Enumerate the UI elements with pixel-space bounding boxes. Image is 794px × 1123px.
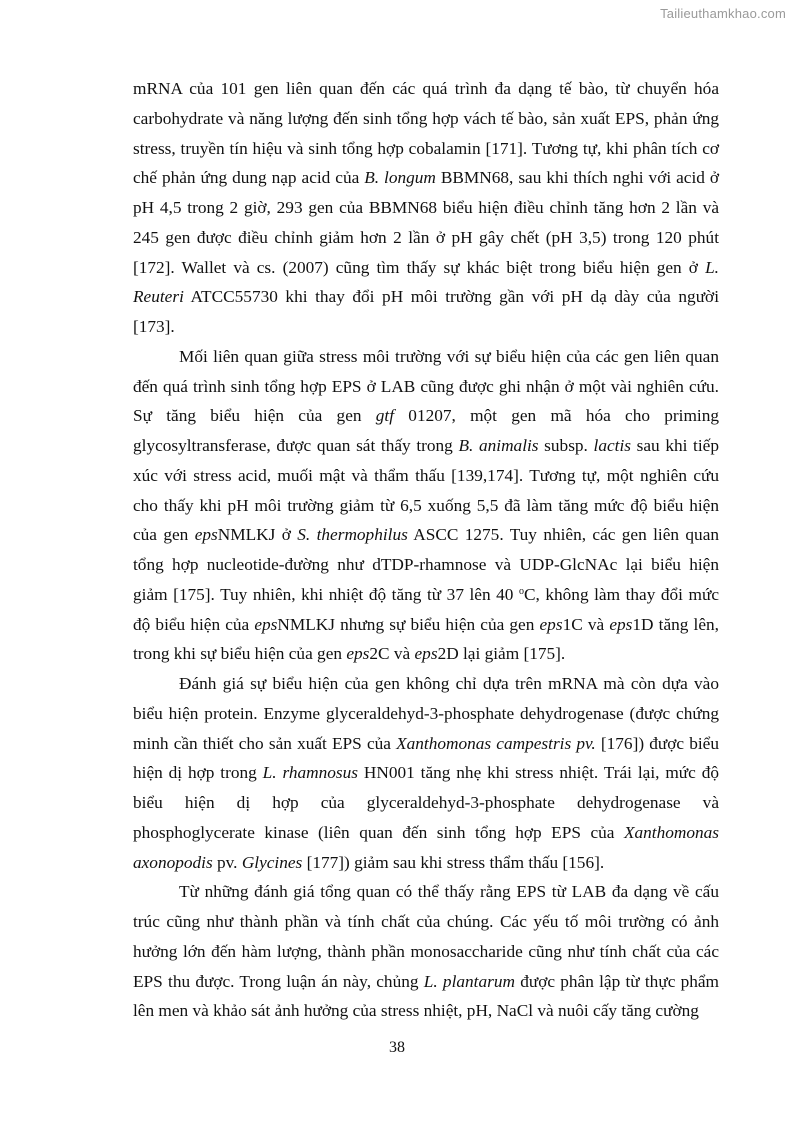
text-run: C, không làm thay đổi mức — [523, 584, 719, 604]
text-run: ATCC55730 khi thay đổi pH môi trường gần với pH dạ dày của người — [183, 287, 719, 307]
text-run: NMLKJ nhưng sự biểu hiện của gen — [277, 614, 540, 634]
italic-text: B. longum — [364, 168, 436, 188]
text-line — [133, 520, 719, 550]
italic-text: L. plantarum — [423, 971, 515, 991]
text-line — [133, 282, 719, 312]
superscript-text: o — [518, 585, 524, 597]
text-run: EPS thu được. Trong luận án này, chủng — [133, 971, 424, 991]
text-run: BBMN68, sau khi thích nghi với acid ở — [435, 168, 719, 188]
text-line — [133, 818, 719, 848]
text-run: Sự tăng biểu hiện của gen — [133, 406, 376, 426]
text-run: chế phản ứng dung nạp acid của — [133, 168, 365, 188]
paragraph — [133, 669, 719, 877]
italic-text: L. — [705, 257, 719, 277]
text-run: Từ những đánh giá tổng quan có thể thấy rằng EPS từ LAB đa dạng về cấu — [179, 882, 719, 902]
italic-text: eps — [194, 525, 218, 545]
italic-text: gtf — [375, 406, 395, 426]
text-run: tổng hợp nucleotide-đường như dTDP-rhamnose và UDP-GlcNAc lại biểu hiện — [133, 555, 719, 574]
text-line — [133, 134, 719, 164]
text-line — [133, 74, 719, 104]
text-run: xúc với stress acid, muối mật và thẩm thấu [139,174]. Tương tự, một nghiên cứu — [133, 465, 719, 485]
text-run: cho thấy khi pH môi trường giảm từ 6,5 xuống 5,5 đã làm tăng mức độ biểu hiện — [133, 495, 719, 515]
text-run: pv. — [212, 852, 242, 872]
text-run: hưởng lớn đến hàm lượng, thành phần monosaccharide cũng như tính chất của các — [133, 941, 719, 961]
text-run: trúc cũng như thành phần và tính chất của chúng. Các yếu tố môi trường có ảnh — [133, 912, 719, 931]
paragraph — [133, 877, 719, 1026]
italic-text: Glycines — [241, 852, 303, 872]
text-run: sau khi tiếp — [630, 436, 719, 455]
text-line — [133, 193, 719, 223]
paragraph — [133, 342, 719, 669]
text-run: giảm [175]. Tuy nhiên, khi nhiệt độ tăng từ 37 lên 40 — [133, 584, 519, 604]
text-run: được phân lập từ thực phẩm — [514, 971, 720, 991]
page-number: 38 — [389, 1039, 405, 1056]
text-run: lên men và khảo sát ảnh hưởng của stress nhiệt, pH, NaCl và nuôi cấy tăng cường — [133, 1001, 699, 1021]
text-run: phosphoglycerate kinase (liên quan đến sinh tổng hợp EPS của — [133, 822, 624, 842]
italic-text: S. thermophilus — [297, 525, 408, 545]
text-run: carbohydrate và năng lượng đến sinh tổng hợp vách tế bào, sản xuất EPS, phản ứng — [133, 108, 719, 128]
italic-text: Reuteri — [133, 287, 184, 307]
text-run: 2D lại giảm [175]. — [437, 644, 566, 664]
text-line — [133, 877, 719, 907]
text-line — [133, 967, 719, 997]
text-line — [133, 996, 719, 1026]
text-line — [133, 372, 719, 402]
italic-text: eps — [414, 644, 438, 664]
text-line — [133, 312, 719, 342]
text-run: ASCC 1275. Tuy nhiên, các gen liên quan — [407, 525, 720, 545]
text-run: 1C và — [562, 614, 610, 634]
text-run: Mối liên quan giữa stress môi trường với sự biểu hiện của các gen liên quan — [179, 346, 719, 366]
text-run: glycosyltransferase, được quan sát thấy trong — [133, 436, 459, 455]
italic-text: L. rhamnosus — [262, 763, 358, 783]
text-run: stress, truyền tín hiệu và sinh tổng hợp cobalamin [171]. Tương tự, khi phân tích cơ — [133, 138, 719, 158]
text-run: 2C và — [369, 644, 415, 664]
text-line — [133, 610, 719, 640]
watermark-text: Tailieuthamkhao.com — [660, 6, 786, 21]
text-line — [133, 401, 719, 431]
italic-text: lactis — [593, 436, 631, 455]
text-run: trong khi sự biểu hiện của gen — [133, 644, 347, 664]
italic-text: eps — [346, 644, 370, 664]
text-line — [133, 639, 719, 669]
text-line — [133, 669, 719, 699]
text-line — [133, 699, 719, 729]
text-run: mRNA của 101 gen liên quan đến các quá trình đa dạng tế bào, từ chuyển hóa — [133, 79, 719, 98]
text-line — [133, 342, 719, 372]
text-line — [133, 937, 719, 967]
text-line — [133, 223, 719, 253]
text-run: [173]. — [133, 317, 175, 336]
text-line — [133, 163, 719, 193]
text-line — [133, 104, 719, 134]
text-run: subsp. — [538, 436, 594, 455]
text-run: 01207, một gen mã hóa cho priming — [394, 406, 719, 426]
text-line — [133, 758, 719, 788]
italic-text: eps — [539, 614, 563, 634]
text-line — [133, 848, 719, 878]
text-run: của gen — [133, 525, 195, 545]
text-run: độ biểu hiện của — [133, 614, 255, 634]
italic-text: Xanthomonas — [623, 822, 719, 842]
text-line — [133, 550, 719, 580]
text-run: [172]. Wallet và cs. (2007) cũng tìm thấy sự khác biệt trong biểu hiện gen ở — [133, 257, 706, 277]
text-run: biểu hiện protein. Enzyme glyceraldehyd-3-phosphate dehydrogenase (được chứng — [133, 703, 719, 723]
paragraph — [133, 74, 719, 342]
text-run: Đánh giá sự biểu hiện của gen không chỉ dựa trên mRNA mà còn dựa vào — [179, 674, 719, 693]
text-line — [133, 907, 719, 937]
text-line — [133, 461, 719, 491]
text-line — [133, 431, 719, 461]
text-run: 245 gen được điều chỉnh giảm hơn 2 lần ở pH gây chết (pH 3,5) trong 120 phút — [133, 227, 719, 247]
text-line — [133, 491, 719, 521]
text-line — [133, 580, 719, 610]
text-run: [177]) giảm sau khi stress thẩm thấu [156]. — [302, 852, 605, 872]
italic-text: axonopodis — [133, 852, 213, 872]
text-line — [133, 253, 719, 283]
text-run: đến quá trình sinh tổng hợp EPS ở LAB cũng được ghi nhận ở một vài nghiên cứu. — [133, 376, 719, 396]
text-run: 1D tăng lên, — [632, 614, 719, 634]
text-run: NMLKJ ở — [217, 525, 298, 545]
text-line — [133, 729, 719, 759]
text-run: minh cần thiết cho sản xuất EPS của — [133, 733, 397, 753]
text-run: [176]) được biểu — [595, 733, 719, 753]
text-run: hiện dị hợp trong — [133, 763, 263, 783]
italic-text: eps — [254, 614, 278, 634]
italic-text: eps — [609, 614, 633, 634]
document-body — [133, 74, 719, 1026]
italic-text: Xanthomonas campestris pv. — [396, 733, 596, 753]
text-run: biểu hiện dị hợp của glyceraldehyd-3-phosphate dehydrogenase và — [133, 793, 719, 812]
text-run: HN001 tăng nhẹ khi stress nhiệt. Trái lại, mức độ — [358, 763, 719, 783]
text-run: pH 4,5 trong 2 giờ, 293 gen của BBMN68 biểu hiện điều chỉnh tăng hơn 2 lần và — [133, 198, 719, 217]
italic-text: B. animalis — [458, 436, 539, 455]
text-line — [133, 788, 719, 818]
